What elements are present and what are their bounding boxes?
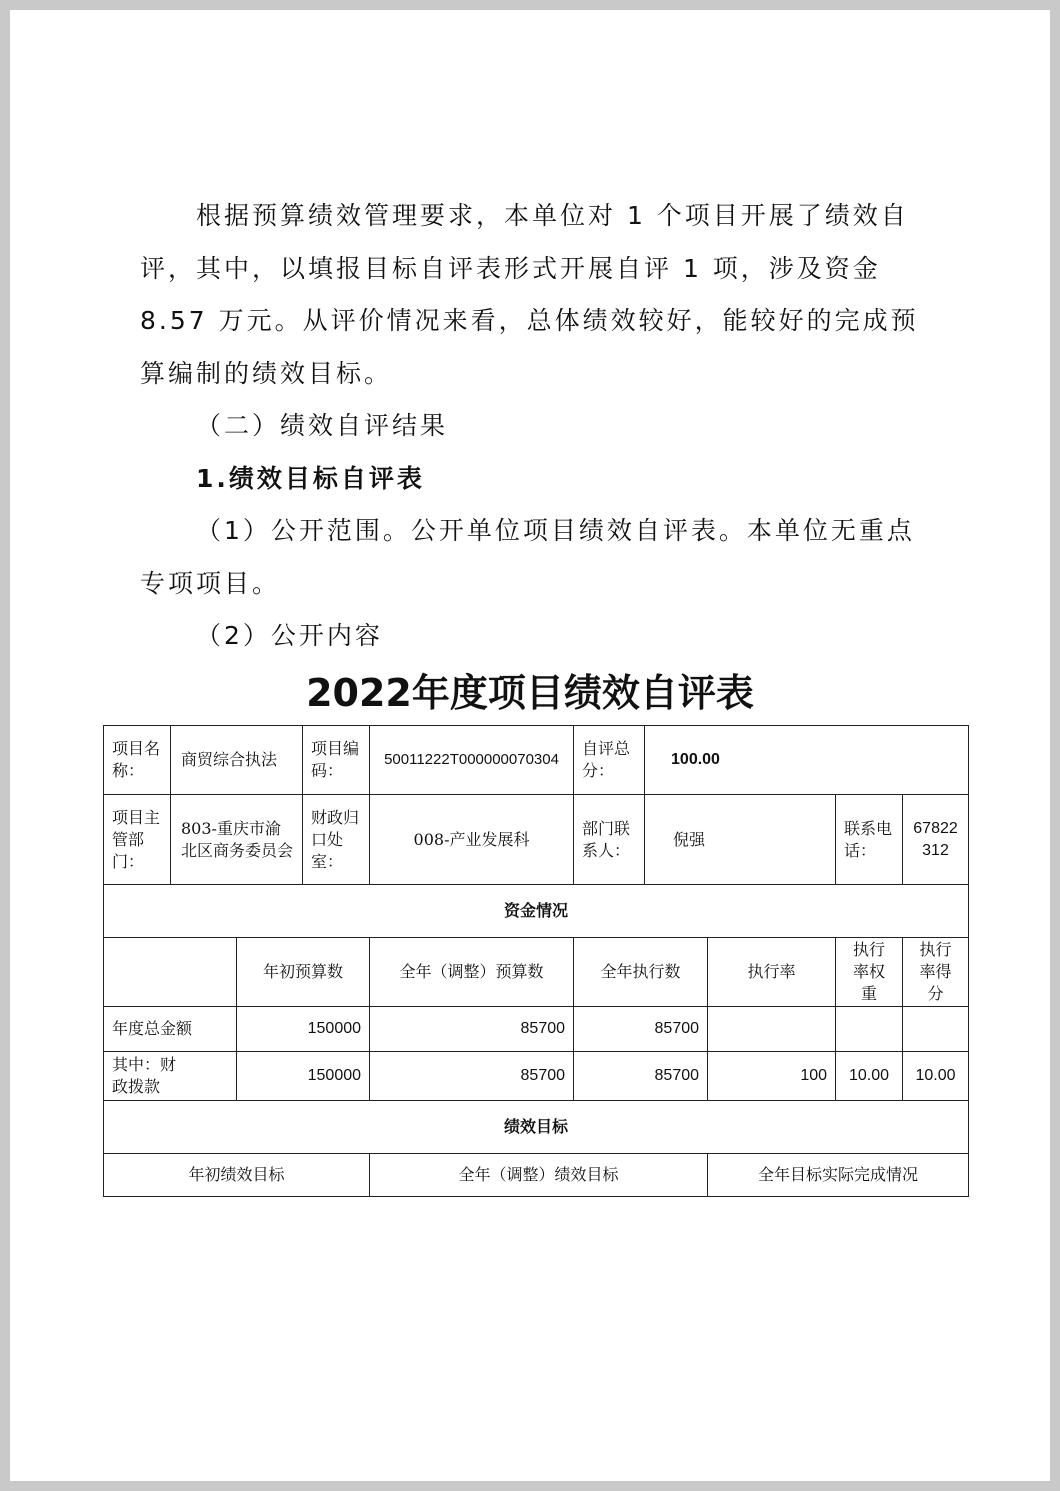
row-label: 其中：财政拨款 (104, 1052, 237, 1101)
funds-section-title: 资金情况 (104, 885, 969, 938)
header-rate-score: 执行率得分 (903, 938, 969, 1007)
table-row (104, 726, 969, 795)
project-name-value: 商贸综合执法 (171, 726, 303, 795)
finance-office-value: 008-产业发展科 (370, 795, 574, 885)
adjusted-budget-value: 85700 (370, 1052, 574, 1101)
exec-rate-value (708, 1007, 836, 1052)
header-initial-budget: 年初预算数 (237, 938, 370, 1007)
body-text (140, 190, 920, 663)
project-code-value: 50011222T000000070304 (370, 726, 574, 795)
rate-score-value: 10.00 (903, 1052, 969, 1101)
table-row (104, 1007, 969, 1052)
scope-paragraph: （1）公开范围。公开单位项目绩效自评表。本单位无重点专项项目。 (140, 516, 915, 598)
contact-label: 部门联系人： (574, 795, 645, 885)
executed-value: 85700 (574, 1007, 708, 1052)
score-label: 自评总分： (574, 726, 645, 795)
header-actual-completion: 全年目标实际完成情况 (708, 1154, 969, 1197)
score-value: 100.00 (645, 726, 969, 795)
table-row (104, 1154, 969, 1197)
content-paragraph: （2）公开内容 (196, 621, 383, 650)
executed-value: 85700 (574, 1052, 708, 1101)
header-rate-weight: 执行率权重 (836, 938, 903, 1007)
goals-section-title: 绩效目标 (104, 1101, 969, 1154)
adjusted-budget-value: 85700 (370, 1007, 574, 1052)
section-heading: （二）绩效自评结果 (196, 411, 449, 440)
table-title: 2022年度项目绩效自评表 (306, 671, 754, 715)
table-row (104, 1101, 969, 1154)
finance-office-label: 财政归口处室： (303, 795, 370, 885)
subsection-heading: 1.绩效目标自评表 (196, 463, 425, 493)
rate-weight-value (836, 1007, 903, 1052)
department-value: 803-重庆市渝北区商务委员会 (171, 795, 303, 885)
header-adjusted-budget: 全年（调整）预算数 (370, 938, 574, 1007)
table-row (104, 795, 969, 885)
exec-rate-value: 100 (708, 1052, 836, 1101)
header-adjusted-goal: 全年（调整）绩效目标 (370, 1154, 708, 1197)
phone-label: 联系电话： (836, 795, 903, 885)
phone-value: 67822312 (903, 795, 969, 885)
empty-header-cell (104, 938, 237, 1007)
table-row (104, 885, 969, 938)
department-label: 项目主管部门： (104, 795, 171, 885)
initial-budget-value: 150000 (237, 1052, 370, 1101)
project-name-label: 项目名称： (104, 726, 171, 795)
project-code-label: 项目编码： (303, 726, 370, 795)
table-row (104, 938, 969, 1007)
row-label: 年度总金额 (104, 1007, 237, 1052)
intro-paragraph: 根据预算绩效管理要求，本单位对 1 个项目开展了绩效自评，其中，以填报目标自评表形式开展自评 1 项，涉及资金 8.57 万元。从评价情况来看，总体绩效较好，能较好的完成预算编制的绩效目标。 (140, 201, 919, 388)
rate-weight-value: 10.00 (836, 1052, 903, 1101)
initial-budget-value: 150000 (237, 1007, 370, 1052)
self-evaluation-table (103, 725, 969, 1197)
table-row (104, 1052, 969, 1101)
rate-score-value (903, 1007, 969, 1052)
header-initial-goal: 年初绩效目标 (104, 1154, 370, 1197)
contact-value: 倪强 (645, 795, 836, 885)
header-exec-rate: 执行率 (708, 938, 836, 1007)
header-executed: 全年执行数 (574, 938, 708, 1007)
